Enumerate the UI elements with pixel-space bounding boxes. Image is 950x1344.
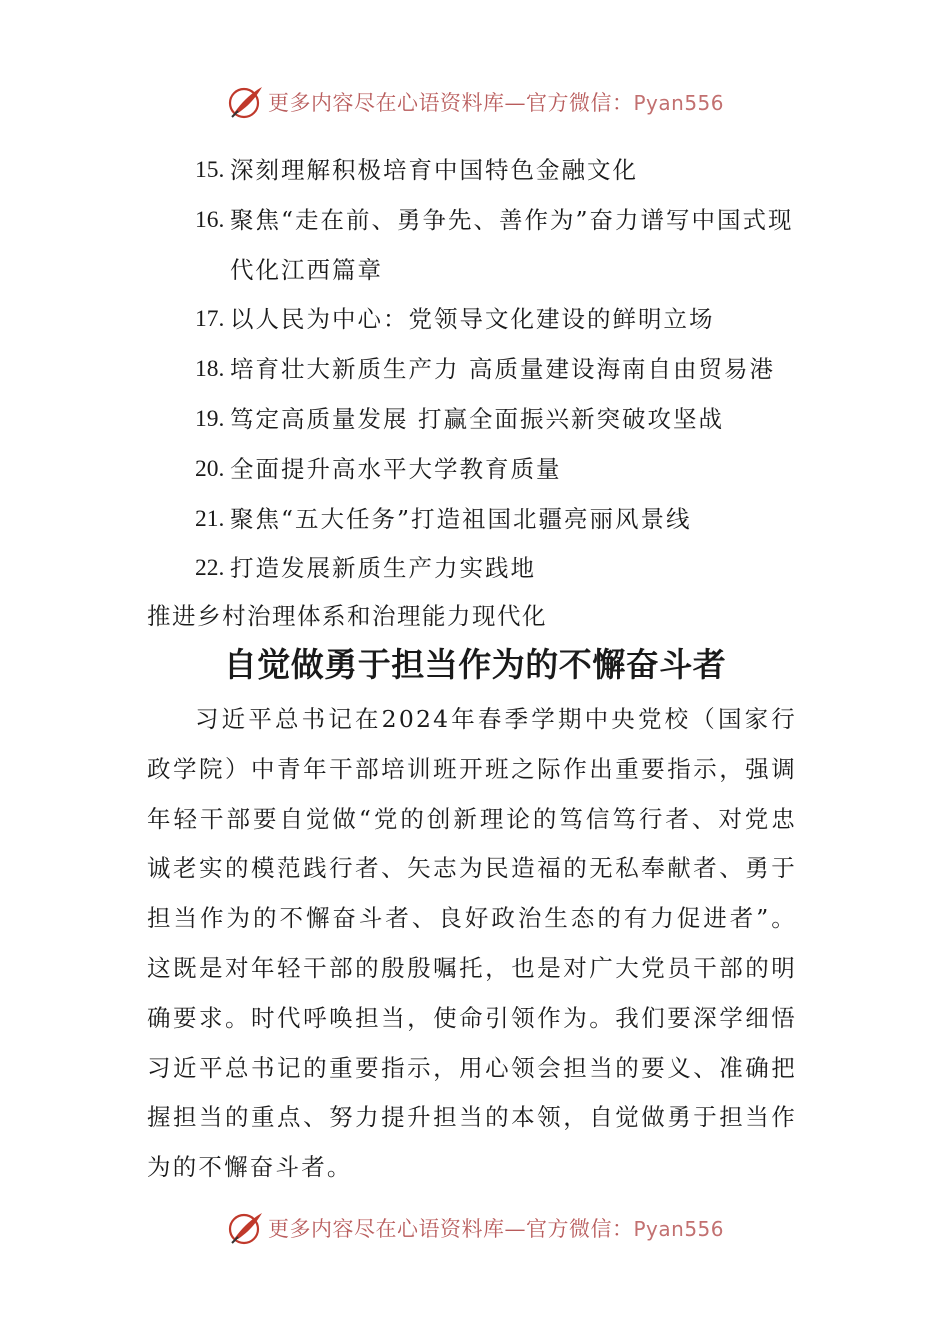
toc-item [0, 445, 810, 495]
toc-list [0, 146, 950, 594]
quill-pen-logo-icon [226, 1209, 266, 1247]
banner-text [268, 87, 724, 117]
toc-item [0, 196, 810, 296]
toc-item [0, 495, 810, 545]
toc-item-text: 全面提升高水平大学教育质量 [230, 454, 562, 483]
wechat-id: Pyan556 [633, 1217, 724, 1241]
toc-item [0, 295, 810, 345]
toc-item-text: 以人民为中心：党领导文化建设的鲜明立场 [230, 305, 715, 334]
toc-item-number: 18. [195, 356, 225, 383]
toc-item-number: 21. [195, 505, 225, 532]
toc-item-text: 培育壮大新质生产力 高质量建设海南自由贸易港 [230, 355, 775, 384]
toc-item-text: 深刻理解积极培育中国特色金融文化 [230, 156, 638, 184]
toc-item-number: 17. [195, 306, 225, 333]
toc-item-number: 16. [195, 206, 225, 233]
standalone-title-line: 推进乡村治理体系和治理能力现代化 [147, 602, 547, 630]
toc-item [0, 345, 810, 395]
toc-item [0, 544, 810, 594]
banner-text [268, 1213, 724, 1243]
toc-item-number: 19. [195, 405, 225, 432]
banner-label: 更多内容尽在心语资料库—官方微信： [267, 91, 634, 115]
toc-item [0, 146, 810, 196]
article-paragraph: 习近平总书记在2024年春季学期中央党校（国家行政学院）中青年干部培训班开班之际作出重要指示，强调年轻干部要自觉做“党的创新理论的笃信笃行者、对党忠诚老实的模范践行者、矢志为民造福的无私奉献者、勇于担当作为的不懈奋斗者、良好政治生态的有力促进者”。这既是对年轻干部的殷殷嘱托，也是对广大党员干部的明确要求。时代呼唤担当，使命引领作为。我们要深学细悟习近平总书记的重要指示，用心领会担当的要义、准确把握担当的重点、努力提升担当的本领，自觉做勇于担当作为的不懈奋斗者。 [147, 705, 797, 1182]
toc-item-text: 聚焦“走在前、勇争先、善作为”奋力谱写中国式现代化江西篇章 [230, 205, 794, 284]
toc-item-number: 20. [195, 455, 225, 482]
toc-item-text: 笃定高质量发展 打赢全面振兴新突破攻坚战 [230, 404, 724, 433]
article-title: 自觉做勇于担当作为的不懈奋斗者 [223, 645, 727, 684]
toc-item-number: 15. [195, 157, 225, 183]
header-banner [0, 82, 950, 122]
toc-item [0, 395, 810, 445]
toc-item-text: 聚焦“五大任务”打造祖国北疆亮丽风景线 [230, 504, 692, 533]
banner-label: 更多内容尽在心语资料库—官方微信： [267, 1217, 634, 1241]
wechat-id: Pyan556 [633, 91, 724, 115]
footer-banner [0, 1208, 950, 1248]
toc-item-number: 22. [195, 555, 225, 582]
toc-item-text: 打造发展新质生产力实践地 [230, 554, 536, 583]
quill-pen-logo-icon [226, 83, 266, 121]
